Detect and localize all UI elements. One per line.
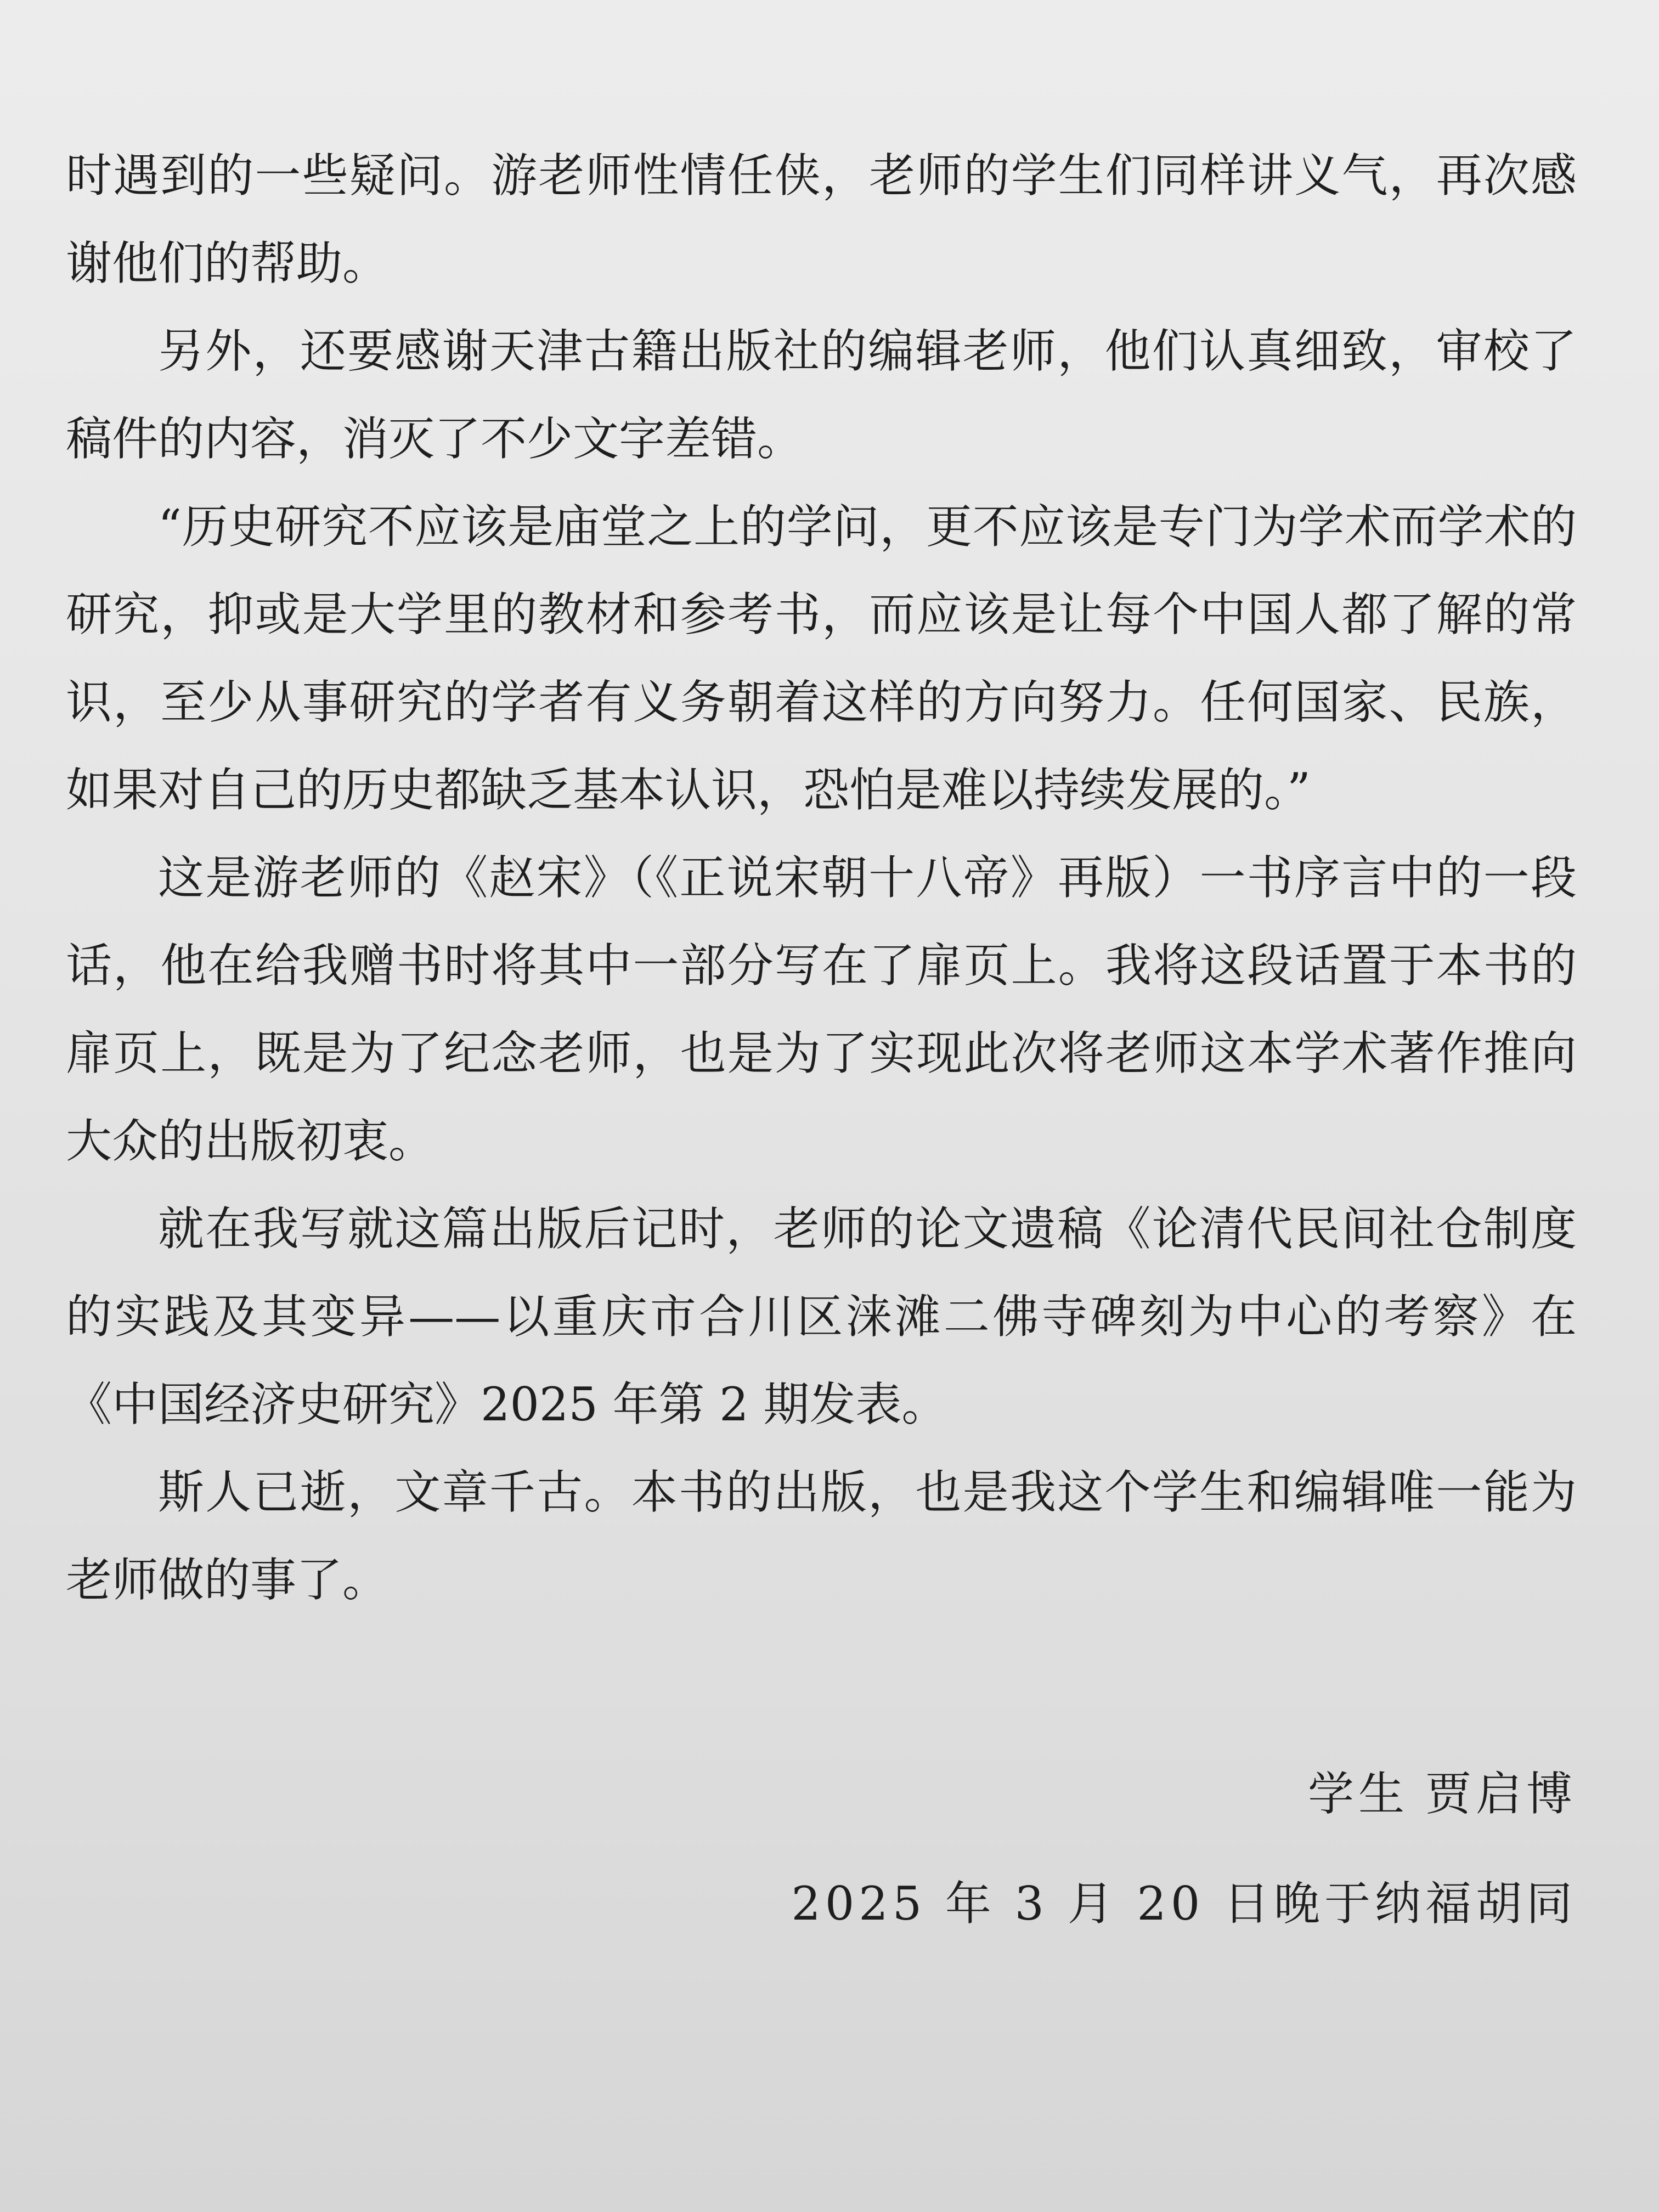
paragraph-5: 就在我写就这篇出版后记时，老师的论文遗稿《论清代民间社仓制度的实践及其变异——以重庆市合川区涞滩二佛寺碑刻为中心的考察》在《中国经济史研究》2025 年第 2 期发表。	[66, 1202, 1577, 1431]
signature-role: 学生	[1307, 1767, 1409, 1821]
paragraph-4: 这是游老师的《赵宋》（《正说宋朝十八帝》再版）一书序言中的一段话，他在给我赠书时将其中一部分写在了扉页上。我将这段话置于本书的扉页上，既是为了纪念老师，也是为了实现此次将老师这本学术著作推向大众的出版初衷。	[66, 851, 1577, 1168]
signature-author-line	[66, 1739, 1577, 1849]
paragraph-2: 另外，还要感谢天津古籍出版社的编辑老师，他们认真细致，审校了稿件的内容，消灭了不少文字差错。	[66, 324, 1577, 466]
signature-date: 2025 年 3 月 20 日晚于纳福胡同	[791, 1877, 1577, 1931]
paragraph-3-quote: “历史研究不应该是庙堂之上的学问，更不应该是专门为学术而学术的研究，抑或是大学里的教材和参考书，而应该是让每个中国人都了解的常识，至少从事研究的学者有义务朝着这样的方向努力。任何国家、民族，如果对自己的历史都缺乏基本认识，恐怕是难以持续发展的。”	[66, 500, 1577, 817]
paragraph-6: 斯人已逝，文章千古。本书的出版，也是我这个学生和编辑唯一能为老师做的事了。	[66, 1465, 1577, 1607]
paragraph-1: 时遇到的一些疑问。游老师性情任侠，老师的学生们同样讲义气，再次感谢他们的帮助。	[66, 149, 1577, 290]
signature-block	[66, 1739, 1577, 1959]
signature-name: 贾启博	[1425, 1767, 1577, 1821]
